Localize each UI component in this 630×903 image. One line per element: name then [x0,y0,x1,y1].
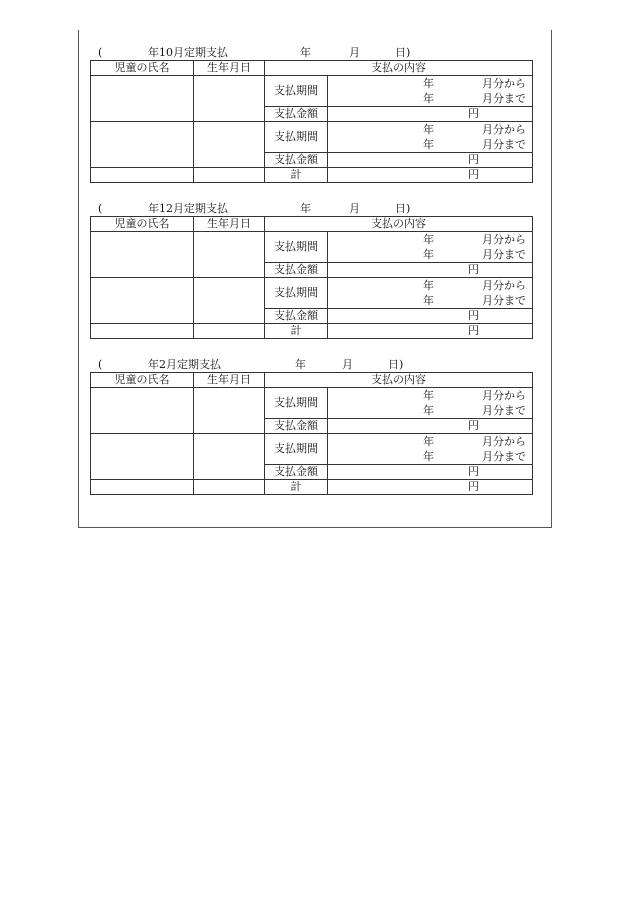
child-name-field[interactable] [91,388,194,434]
yen-label: 円 [468,465,479,478]
payment-amount-field[interactable] [328,107,533,122]
yen-label: 円 [468,107,479,120]
header-child-name: 児童の氏名 [91,373,194,388]
year-label: 年 [423,294,434,307]
date-month-label: 月 [342,358,353,371]
date-year-label: 年 [295,358,306,371]
yen-label: 円 [468,419,479,432]
payment-section-october [90,46,532,183]
payment-period-label: 支払期間 [265,122,328,153]
date-day-label: 日) [395,202,411,215]
month-until-label: 月分まで [482,138,526,151]
payment-period-field[interactable] [328,76,533,107]
total-label: 計 [265,168,328,183]
year-label: 年 [423,389,434,402]
month-from-label: 月分から [482,77,526,90]
header-child-name: 児童の氏名 [91,217,194,232]
month-until-label: 月分まで [482,248,526,261]
child-name-field[interactable] [91,122,194,168]
payment-period-label: 支払期間 [265,76,328,107]
paren-open: ( [98,358,103,371]
yen-label: 円 [468,309,479,322]
birthdate-field[interactable] [194,232,265,278]
section-title: 年2月定期支払 [148,358,221,371]
header-payment-content: 支払の内容 [265,61,533,76]
date-day-label: 日) [395,46,411,59]
payment-table [90,372,533,495]
paren-open: ( [98,202,103,215]
payment-amount-label: 支払金額 [265,419,328,434]
total-birthdate-field[interactable] [194,324,265,339]
year-label: 年 [423,123,434,136]
month-from-label: 月分から [482,389,526,402]
payment-period-label: 支払期間 [265,434,328,465]
section-heading [90,358,532,372]
yen-label: 円 [468,153,479,166]
date-year-label: 年 [300,202,311,215]
payment-amount-label: 支払金額 [265,309,328,324]
date-month-label: 月 [349,46,360,59]
payment-amount-field[interactable] [328,309,533,324]
payment-table [90,216,533,339]
yen-label: 円 [468,168,479,181]
payment-amount-field[interactable] [328,419,533,434]
payment-amount-field[interactable] [328,263,533,278]
month-until-label: 月分まで [482,450,526,463]
total-label: 計 [265,324,328,339]
paren-open: ( [98,46,103,59]
year-label: 年 [423,138,434,151]
date-month-label: 月 [349,202,360,215]
payment-period-field[interactable] [328,232,533,263]
birthdate-field[interactable] [194,278,265,324]
total-child-name-field[interactable] [91,480,194,495]
yen-label: 円 [468,263,479,276]
year-label: 年 [423,77,434,90]
header-birthdate: 生年月日 [194,373,265,388]
month-from-label: 月分から [482,123,526,136]
year-label: 年 [423,435,434,448]
yen-label: 円 [468,480,479,493]
birthdate-field[interactable] [194,388,265,434]
month-from-label: 月分から [482,233,526,246]
month-until-label: 月分まで [482,404,526,417]
month-from-label: 月分から [482,435,526,448]
child-name-field[interactable] [91,76,194,122]
month-until-label: 月分まで [482,92,526,105]
payment-section-february [90,358,532,495]
payment-amount-label: 支払金額 [265,153,328,168]
section-heading [90,46,532,60]
year-label: 年 [423,92,434,105]
payment-amount-field[interactable] [328,153,533,168]
section-heading [90,202,532,216]
payment-amount-label: 支払金額 [265,263,328,278]
total-birthdate-field[interactable] [194,480,265,495]
month-from-label: 月分から [482,279,526,292]
payment-amount-label: 支払金額 [265,465,328,480]
payment-period-field[interactable] [328,278,533,309]
yen-label: 円 [468,324,479,337]
year-label: 年 [423,248,434,261]
year-label: 年 [423,450,434,463]
header-child-name: 児童の氏名 [91,61,194,76]
header-payment-content: 支払の内容 [265,217,533,232]
month-until-label: 月分まで [482,294,526,307]
payment-amount-field[interactable] [328,465,533,480]
date-day-label: 日) [388,358,404,371]
total-child-name-field[interactable] [91,324,194,339]
year-label: 年 [423,279,434,292]
payment-period-field[interactable] [328,388,533,419]
payment-table [90,60,533,183]
total-amount-field[interactable] [328,168,533,183]
total-child-name-field[interactable] [91,168,194,183]
payment-section-december [90,202,532,339]
year-label: 年 [423,233,434,246]
year-label: 年 [423,404,434,417]
birthdate-field[interactable] [194,76,265,122]
payment-period-label: 支払期間 [265,232,328,263]
child-name-field[interactable] [91,278,194,324]
payment-period-label: 支払期間 [265,278,328,309]
total-amount-field[interactable] [328,480,533,495]
total-birthdate-field[interactable] [194,168,265,183]
payment-amount-label: 支払金額 [265,107,328,122]
total-label: 計 [265,480,328,495]
payment-period-field[interactable] [328,122,533,153]
total-amount-field[interactable] [328,324,533,339]
section-title: 年12月定期支払 [148,202,228,215]
section-title: 年10月定期支払 [148,46,228,59]
child-name-field[interactable] [91,434,194,480]
date-year-label: 年 [300,46,311,59]
birthdate-field[interactable] [194,122,265,168]
payment-period-label: 支払期間 [265,388,328,419]
birthdate-field[interactable] [194,434,265,480]
header-payment-content: 支払の内容 [265,373,533,388]
payment-period-field[interactable] [328,434,533,465]
child-name-field[interactable] [91,232,194,278]
header-birthdate: 生年月日 [194,61,265,76]
header-birthdate: 生年月日 [194,217,265,232]
